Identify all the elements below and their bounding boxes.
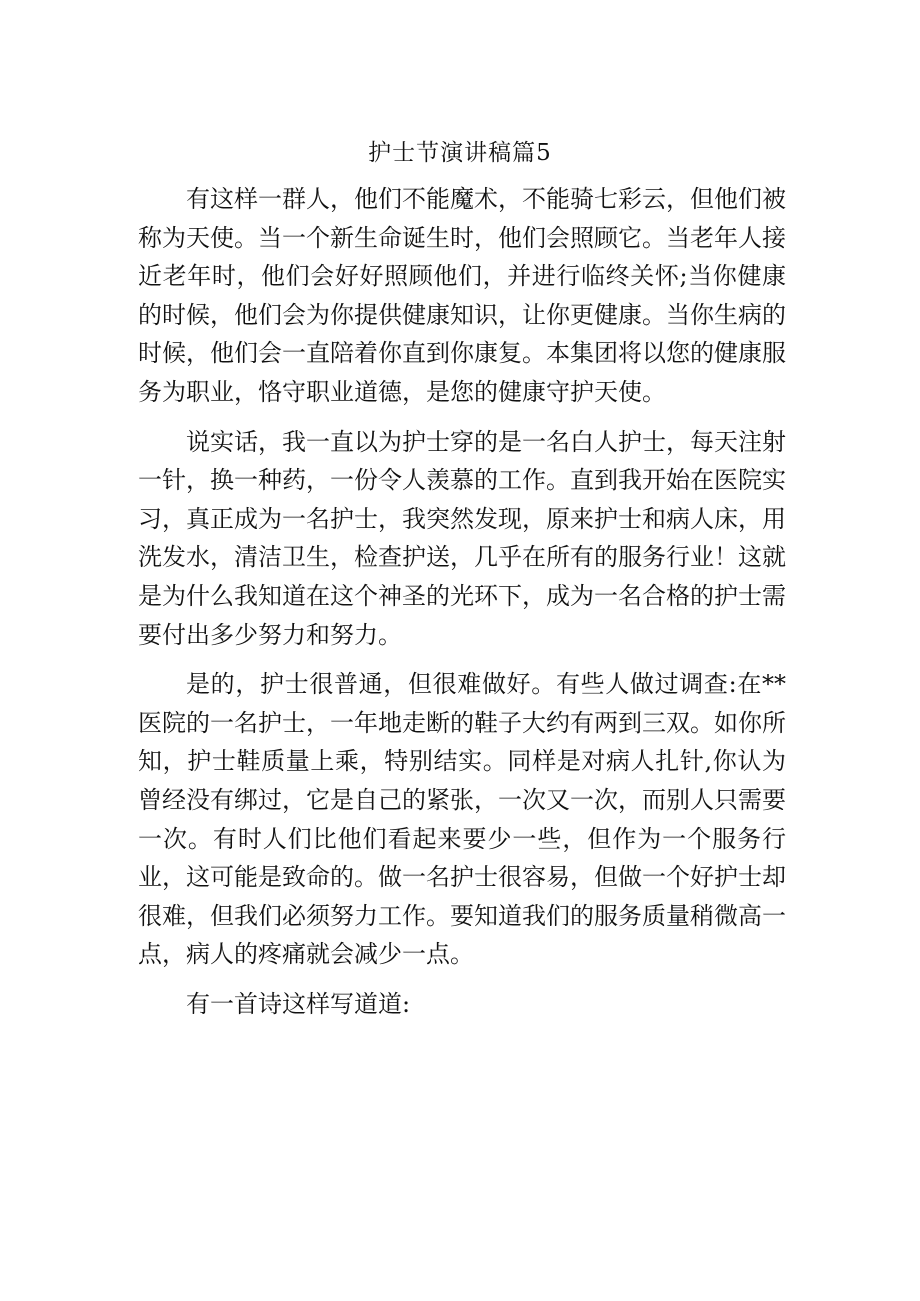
document-body xyxy=(138,180,786,1023)
body-paragraph: 有一首诗这样写道道: xyxy=(186,989,411,1018)
body-paragraph: 有这样一群人，他们不能魔术，不能骑七彩云，但他们被称为天使。当一个新生命诞生时，他们会照顾它。当老年人接近老年时，他们会好好照顾他们，并进行临终关怀;当你健康的时候，他们会为你提供健康知识，让你更健康。当你生病的时候，他们会一直陪着你直到你康复。本集团将以您的健康服务为职业，恪守职业道德，是您的健康守护天使。 xyxy=(138,185,786,406)
body-paragraph: 是的，护士很普通，但很难做好。有些人做过调查:在**医院的一名护士，一年地走断的鞋子大约有两到三双。如你所知，护士鞋质量上乘，特别结实。同样是对病人扎针,你认为曾经没有绑过，它是自己的紧张，一次又一次，而别人只需要一次。有时人们比他们看起来要少一些，但作为一个服务行业，这可能是致命的。做一名护士很容易，但做一个好护士却很难，但我们必须努力工作。要知道我们的服务质量稍微高一点，病人的疼痛就会减少一点。 xyxy=(138,670,786,969)
body-paragraph: 说实话，我一直以为护士穿的是一名白人护士，每天注射一针，换一种药，一份令人羡慕的工作。直到我开始在医院实习，真正成为一名护士，我突然发现，原来护士和病人床，用洗发水，清洁卫生，检查护送，几乎在所有的服务行业！这就是为什么我知道在这个神圣的光环下，成为一名合格的护士需要付出多少努力和努力。 xyxy=(138,427,786,649)
page-title: 护士节演讲稿篇5 xyxy=(368,140,552,166)
